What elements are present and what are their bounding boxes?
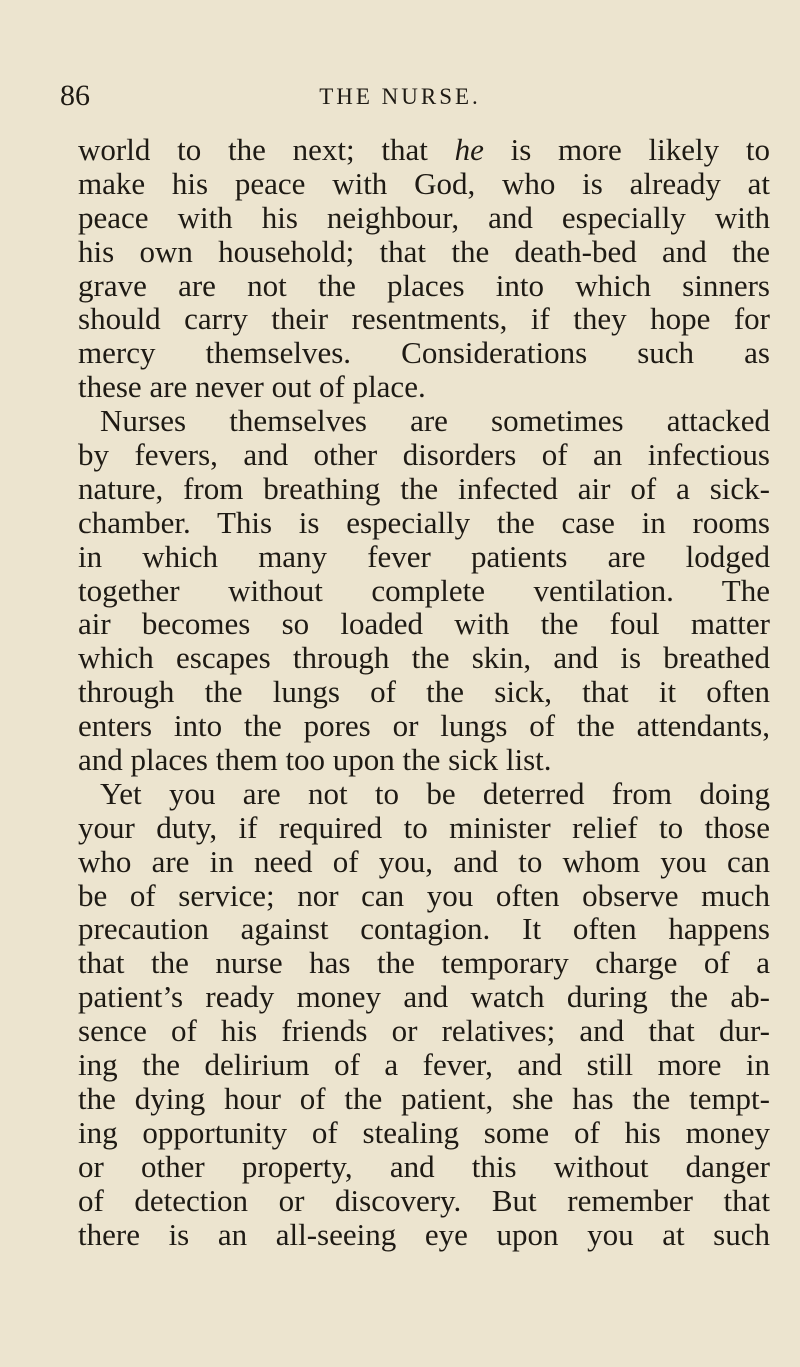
page-number: 86 [60,79,90,112]
text-line: ing opportunity of stealing some of his money [78,1114,770,1150]
text-line: that the nurse has the temporary charge of a [78,945,770,981]
running-head: THE NURSE. [319,84,481,109]
text-line: your duty, if required to minister relief to those [78,809,770,845]
text-line: chamber. This is especially the case in rooms [78,504,770,540]
text-line: be of service; nor can you often observe much [78,877,770,913]
text-line: grave are not the places into which sinners [78,267,770,303]
text-line: world to the next; that he is more likely to [78,132,770,167]
body-text [78,133,770,1251]
text-line: Nurses themselves are sometimes attacked [100,403,770,439]
text-line: should carry their resentments, if they hope for [78,301,770,337]
text-line: in which many fever patients are lodged [78,538,770,574]
text-line: sence of his friends or relatives; and that dur- [78,1013,770,1049]
text-line: patient’s ready money and watch during the ab- [78,979,770,1015]
text-line: mercy themselves. Considerations such as [78,335,770,371]
text-line: these are never out of place. [78,369,426,405]
text-line: precaution against contagion. It often happens [78,911,770,947]
text-line: through the lungs of the sick, that it often [78,674,770,710]
text-line: and places them too upon the sick list. [78,742,552,778]
text-line: ing the delirium of a fever, and still more in [78,1047,770,1083]
text-line: by fevers, and other disorders of an infectious [78,437,770,473]
text-line: air becomes so loaded with the foul matter [78,606,770,642]
text-line: there is an all-seeing eye upon you at such [78,1216,770,1252]
text-line: or other property, and this without danger [78,1148,770,1184]
text-line: peace with his neighbour, and especially with [78,199,770,235]
text-line: together without complete ventilation. The [78,572,770,608]
text-line: who are in need of you, and to whom you can [78,843,770,879]
text-line: which escapes through the skin, and is breathed [78,640,770,676]
text-line: Yet you are not to be deterred from doing [100,775,770,811]
text-line: nature, from breathing the infected air of a sick- [78,470,770,506]
text-line: the dying hour of the patient, she has the tempt- [78,1080,770,1116]
text-line: enters into the pores or lungs of the attendants, [78,708,770,744]
text-line: make his peace with God, who is already at [78,165,770,201]
page-header [60,78,740,118]
text-line: of detection or discovery. But remember that [78,1182,770,1218]
text-line: his own household; that the death-bed and the [78,233,770,269]
